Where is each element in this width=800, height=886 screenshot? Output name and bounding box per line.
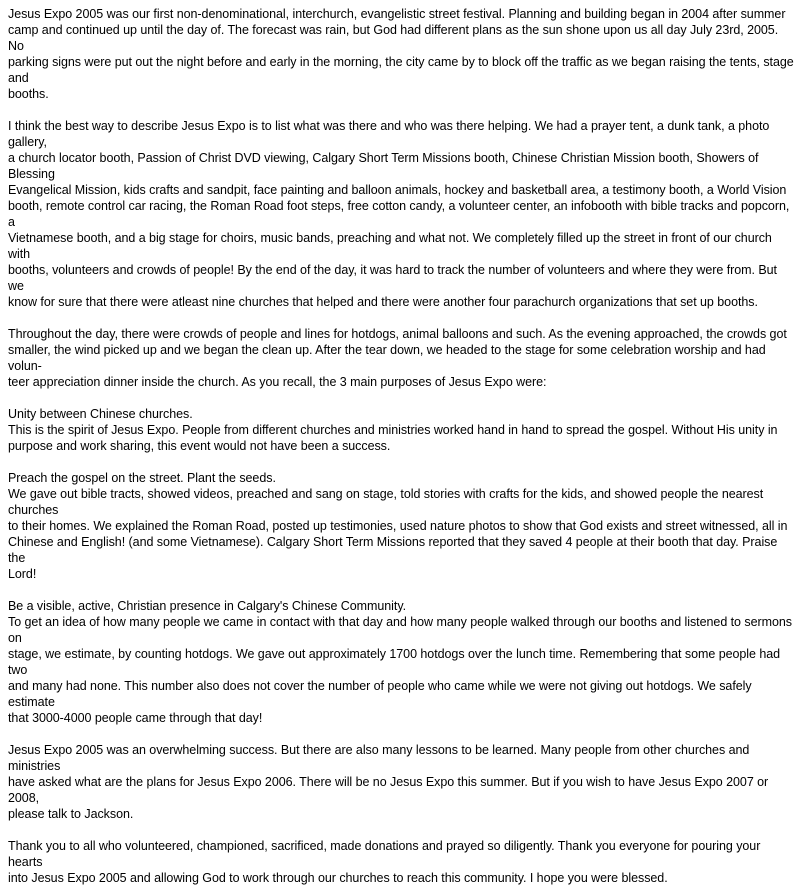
paragraph-conclusion: Jesus Expo 2005 was an overwhelming success. But there are also many lessons to be learned. Many people from other churches and ministries have asked what are the plans for Jesus Expo 2006. There will be no Jesus Expo this summer. But if you wish to have Jesus Expo 2007 or 2008, please talk to Jackson. (8, 743, 769, 821)
paragraph-thanks: Thank you to all who volunteered, championed, sacrificed, made donations and prayed so diligently. Thank you everyone for pouring your hearts into Jesus Expo 2005 and allowing God to work through our churches to reach this community. I hope you were blessed. (8, 839, 761, 885)
paragraph-day-summary: Throughout the day, there were crowds of people and lines for hotdogs, animal balloons and such. As the evening approached, the crowds got smaller, the wind picked up and we began the clean up. After the tear down, we headed to the stage for some celebration worship and had volun- teer appreciation dinner inside the church. As you recall, the 3 main purposes of Jesus Expo were: (8, 327, 787, 389)
paragraph-intro: Jesus Expo 2005 was our first non-denominational, interchurch, evangelistic street festival. Planning and building began in 2004 after summer camp and continued up until the day of. The forecast was rain, but God had different plans as the sun shone upon us all day July 23rd, 2005. No parking signs were put out the night before and early in the morning, the city came by to block off the traffic as we began raising the tents, stage and booths. (8, 7, 794, 101)
paragraph-purpose-gospel: Preach the gospel on the street. Plant the seeds. We gave out bible tracts, showed videos, preached and sang on stage, told stories with crafts for the kids, and showed people the nearest churches to their homes. We explained the Roman Road, posted up testimonies, used nature photos to show that God exists and street witnessed, all in Chinese and English! (and some Vietnamese). Calgary Short Term Missions reported that they saved 4 people at their booth that day. Praise the Lord! (8, 471, 788, 581)
paragraph-purpose-unity: Unity between Chinese churches. This is the spirit of Jesus Expo. People from different churches and ministries worked hand in hand to spread the gospel. Without His unity in purpose and work sharing, this event would not have been a success. (8, 407, 778, 453)
paragraph-purpose-presence: Be a visible, active, Christian presence in Calgary's Chinese Community. To get an idea of how many people we came in contact with that day and how many people walked through our booths and listened to sermons on stage, we estimate, by counting hotdogs. We gave out approximately 1700 hotdogs over the lunch time. Remembering that some people had two and many had none. This number also does not cover the number of people who came while we were not giving out hotdogs. We safely estimate that 3000-4000 people came through that day! (8, 599, 792, 725)
paragraph-booths: I think the best way to describe Jesus Expo is to list what was there and who was there helping. We had a prayer tent, a dunk tank, a photo gallery, a church locator booth, Passion of Christ DVD viewing, Calgary Short Term Missions booth, Chinese Christian Mission booth, Showers of Blessing Evangelical Mission, kids crafts and sandpit, face painting and balloon animals, hockey and basketball area, a testimony booth, a World Vision booth, remote control car racing, the Roman Road foot steps, free cotton candy, a volunteer center, an infobooth with bible tracks and popcorn, a Vietnamese booth, and a big stage for choirs, music bands, preaching and what not. We completely filled up the street in front of our church with booths, volunteers and crowds of people! By the end of the day, it was hard to track the number of volunteers and where they were from. But we know for sure that there were atleast nine churches that helped and there were another four parachurch organizations that set up booths. (8, 119, 790, 309)
